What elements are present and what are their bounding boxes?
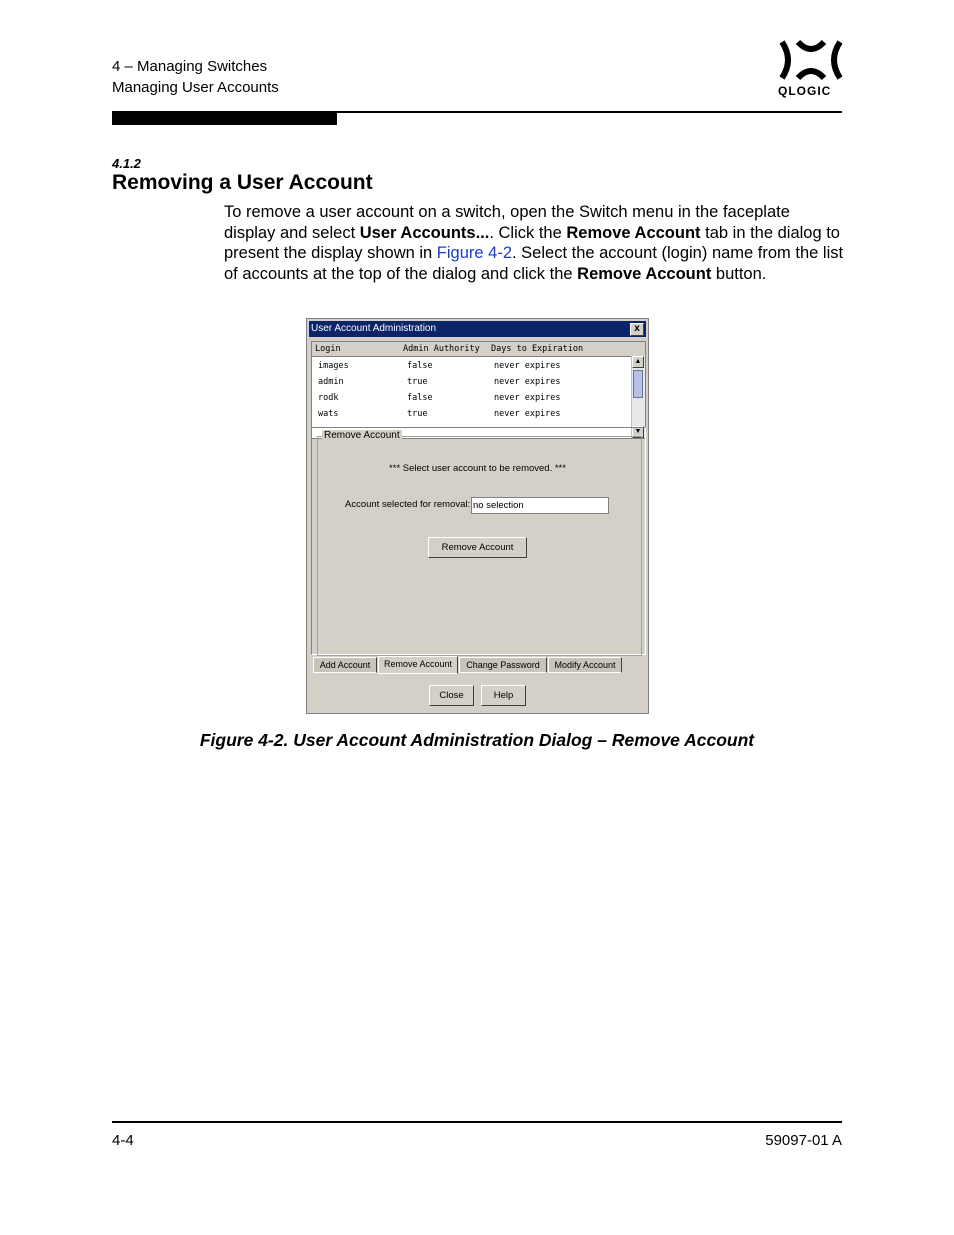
header-section: Managing User Accounts (112, 79, 279, 96)
footer-rule (112, 1121, 842, 1123)
body-text: tab in the dialog to present the display shown in (224, 223, 840, 262)
column-days-to-expiration[interactable]: Days to Expiration (491, 344, 584, 354)
list-header (312, 342, 645, 357)
logo-text: QLOGIC (778, 84, 832, 98)
status-message: *** Select user account to be removed. *** (389, 463, 566, 474)
remove-account-button[interactable]: Remove Account (428, 537, 527, 558)
accounts-list[interactable] (311, 341, 646, 439)
table-row[interactable] (312, 390, 631, 406)
cell-expiration: never expires (494, 409, 561, 418)
tab-modify-account[interactable]: Modify Account (548, 657, 622, 673)
header-chapter: 4 – Managing Switches (112, 58, 268, 75)
tab-add-account[interactable]: Add Account (313, 657, 377, 673)
section-number: 4.1.2 (112, 156, 141, 171)
account-selected-label: Account selected for removal: (345, 499, 471, 510)
body-paragraph (224, 202, 844, 284)
list-scrollbar[interactable] (631, 356, 645, 438)
cell-login: rodk (318, 393, 339, 403)
user-account-dialog (306, 318, 649, 714)
document-number: 59097-01 A (765, 1132, 842, 1149)
body-bold: Remove Account (566, 223, 701, 242)
cell-authority: false (407, 393, 433, 403)
close-icon[interactable]: x (630, 323, 644, 336)
cell-authority: true (407, 377, 428, 387)
page-number: 4-4 (112, 1132, 134, 1149)
cell-expiration: never expires (494, 361, 561, 371)
figure-caption: Figure 4-2. User Account Administration Dialog – Remove Account (199, 730, 755, 750)
body-bold: Remove Account (577, 264, 712, 283)
section-title: Removing a User Account (112, 171, 373, 194)
body-text: . Click the (489, 223, 567, 242)
table-row[interactable] (312, 374, 631, 390)
column-login[interactable]: Login (315, 344, 341, 354)
scroll-down-icon[interactable]: ▼ (632, 426, 644, 438)
body-bold: User Accounts... (359, 223, 490, 242)
dialog-title: User Account Administration (311, 323, 437, 334)
group-label: Remove Account (324, 430, 400, 441)
cell-login: admin (318, 377, 344, 387)
scroll-thumb[interactable] (633, 370, 643, 398)
help-button[interactable]: Help (481, 685, 526, 706)
qlogic-logo (778, 38, 844, 100)
figure-link[interactable]: Figure 4-2 (436, 244, 512, 262)
cell-expiration: never expires (494, 377, 561, 387)
qlogic-logo-icon (778, 38, 844, 82)
body-text: . Select the account (login) name from the list of accounts at the top of the dialog and click the (224, 244, 844, 283)
tab-remove-account[interactable]: Remove Account (378, 656, 458, 674)
close-button[interactable]: Close (429, 685, 474, 706)
body-text: button. (711, 264, 767, 283)
cell-login: wats (318, 409, 339, 418)
cell-expiration: never expires (494, 393, 561, 403)
column-admin-authority[interactable]: Admin Authority (403, 344, 480, 354)
header-rule-bar (112, 113, 337, 125)
body-text: To remove a user account on a switch, open the Switch menu in the faceplate display and select (224, 203, 790, 242)
dialog-titlebar (309, 321, 646, 337)
cell-authority: true (407, 409, 428, 418)
scroll-up-icon[interactable]: ▲ (632, 356, 644, 368)
tab-change-password[interactable]: Change Password (459, 657, 547, 673)
cell-login: images (318, 361, 349, 371)
cell-authority: false (407, 361, 433, 371)
table-row[interactable] (312, 358, 631, 374)
table-row[interactable] (312, 406, 631, 418)
account-selected-field[interactable]: no selection (471, 497, 609, 514)
